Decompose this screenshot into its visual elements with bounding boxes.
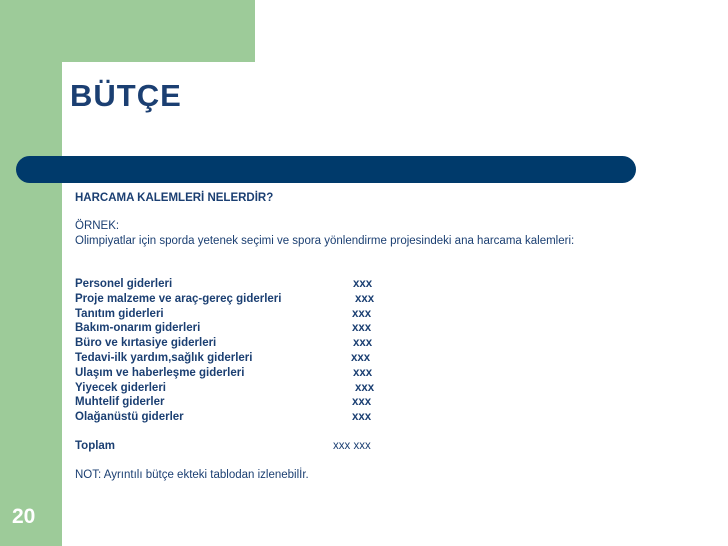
total-label: Toplam	[75, 439, 116, 452]
expense-value: xxx	[353, 337, 373, 350]
expense-value: xxx	[355, 292, 375, 305]
expense-label: Tanıtım giderleri	[75, 307, 164, 320]
expense-value: xxx	[353, 366, 373, 379]
list-item	[75, 351, 635, 366]
list-item	[75, 395, 635, 410]
expense-label: Büro ve kırtasiye giderleri	[75, 337, 217, 350]
title-divider-bar-extension	[62, 156, 608, 183]
list-item	[75, 336, 635, 351]
content-heading: HARCAMA KALEMLERİ NELERDİR?	[75, 192, 274, 204]
slide-content	[75, 191, 635, 483]
list-item	[75, 307, 635, 322]
expense-label: Yiyecek giderleri	[75, 381, 166, 394]
expense-value: xxx	[351, 351, 371, 364]
expense-value: xxx	[352, 307, 372, 320]
list-item	[75, 277, 635, 292]
slide-number: 20	[12, 505, 36, 528]
note-text: NOT: Ayrıntılı bütçe ekteki tablodan izlenebilİr.	[75, 468, 309, 481]
expense-label: Bakım-onarım giderleri	[75, 322, 201, 335]
list-item	[75, 381, 635, 396]
example-label: ÖRNEK:	[75, 220, 120, 232]
total-row	[75, 439, 635, 454]
expense-value: xxx	[352, 396, 372, 409]
list-item	[75, 321, 635, 336]
top-green-band	[0, 0, 255, 62]
expense-value: xxx	[353, 278, 373, 290]
slide-title: BÜTÇE	[70, 78, 182, 113]
expense-label: Ulaşım ve haberleşme giderleri	[75, 366, 245, 379]
expense-label: Proje malzeme ve araç-gereç giderleri	[75, 292, 282, 305]
expense-label: Personel giderleri	[75, 278, 173, 290]
list-item	[75, 292, 635, 307]
list-item	[75, 366, 635, 381]
expense-list	[75, 277, 635, 425]
expense-value: xxx	[355, 381, 375, 394]
expense-label: Tedavi-ilk yardım,sağlık giderleri	[75, 351, 253, 364]
expense-value: xxx	[352, 411, 372, 424]
total-value: xxx xxx	[333, 439, 371, 452]
expense-value: xxx	[352, 322, 372, 335]
example-text: Olimpiyatlar için sporda yetenek seçimi ve spora yönlendirme projesindeki ana harcama kalemleri:	[75, 235, 575, 247]
left-green-band	[0, 0, 62, 546]
expense-label: Muhtelif giderler	[75, 396, 165, 409]
expense-label: Olağanüstü giderler	[75, 411, 184, 424]
list-item	[75, 410, 635, 425]
